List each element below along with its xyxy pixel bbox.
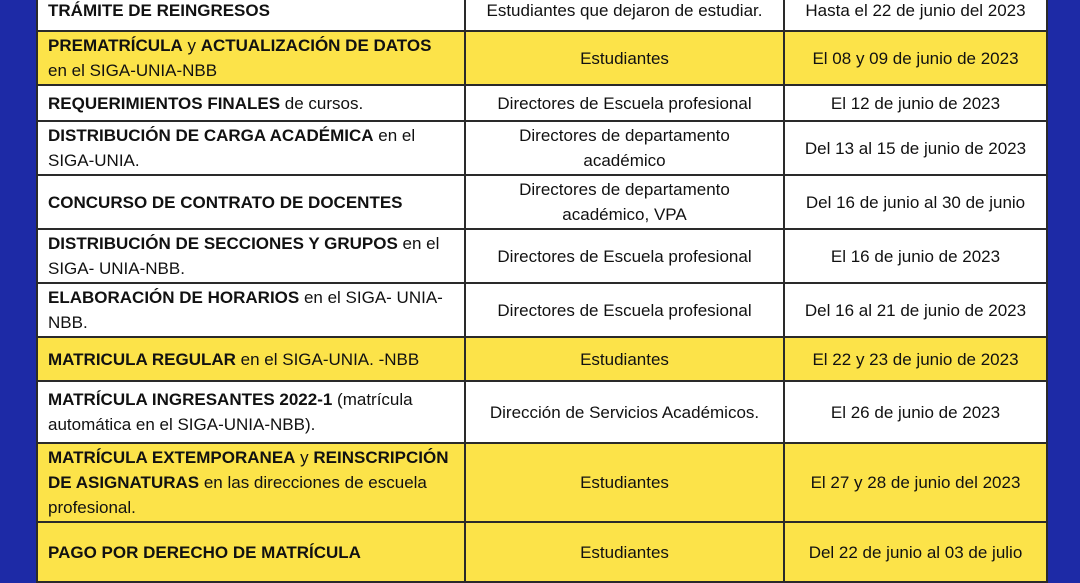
table-row [37,337,1047,381]
schedule-table [36,0,1048,583]
activity-bold-text: REINSCRIPCIÓN DE ASIGNATURAS [48,448,449,492]
activity-text: en el SIGA-UNIA. [48,126,416,170]
responsible-cell: Estudiantes [465,443,784,522]
activity-cell [37,175,465,229]
responsible-cell: Directores de Escuela profesional [465,283,784,337]
activity-bold-text: REQUERIMIENTOS FINALES [48,93,281,113]
table-row [37,31,1047,85]
table-row [37,229,1047,283]
table-row [37,522,1047,582]
activity-bold-text: DISTRIBUCIÓN DE CARGA ACADÉMICA [48,126,374,145]
activity-bold-text: ACTUALIZACIÓN DE DATOS [200,36,432,55]
activity-text: en el SIGA-UNIA. -NBB [235,349,420,369]
activity-text: de cursos. [280,93,364,113]
date-cell: El 26 de junio de 2023 [784,381,1047,443]
responsible-cell: Directores de departamento académico, VPA [465,175,784,229]
activity-bold-text: CONCURSO DE CONTRATO DE DOCENTES [48,192,403,212]
activity-bold-text: MATRÍCULA EXTEMPORANEA [48,448,296,467]
table-row [37,443,1047,522]
table-row [37,121,1047,175]
activity-bold-text: ELABORACIÓN DE HORARIOS [48,288,300,307]
date-cell: Del 16 al 21 de junio de 2023 [784,283,1047,337]
activity-bold-text: MATRÍCULA INGRESANTES 2022-1 [48,390,333,409]
table-row [37,283,1047,337]
date-cell: Del 13 al 15 de junio de 2023 [784,121,1047,175]
activity-cell [37,381,465,443]
table-row [37,0,1047,31]
date-cell: El 16 de junio de 2023 [784,229,1047,283]
activity-cell [37,121,465,175]
activity-cell [37,31,465,85]
activity-cell [37,443,465,522]
date-cell: El 12 de junio de 2023 [784,85,1047,121]
responsible-cell: Estudiantes que dejaron de estudiar. [465,0,784,31]
responsible-cell: Directores de Escuela profesional [465,85,784,121]
activity-cell [37,283,465,337]
activity-cell [37,522,465,582]
table-row [37,381,1047,443]
responsible-cell: Directores de departamento académico [465,121,784,175]
date-cell: Del 22 de junio al 03 de julio [784,522,1047,582]
table-row [37,85,1047,121]
activity-bold-text: MATRICULA REGULAR [48,349,236,369]
activity-cell [37,337,465,381]
responsible-cell: Dirección de Servicios Académicos. [465,381,784,443]
activity-bold-text: DISTRIBUCIÓN DE SECCIONES Y GRUPOS [48,234,398,253]
responsible-cell: Directores de Escuela profesional [465,229,784,283]
activity-bold-text: PAGO POR DERECHO DE MATRÍCULA [48,542,361,562]
activity-text: en el SIGA- UNIA-NBB. [48,234,440,278]
schedule-table-body [37,0,1047,582]
responsible-cell: Estudiantes [465,522,784,582]
activity-text: y [295,448,314,467]
activity-text: en el SIGA- UNIA-NBB. [48,288,443,332]
date-cell: El 08 y 09 de junio de 2023 [784,31,1047,85]
activity-bold-text: TRÁMITE DE REINGRESOS [48,0,270,20]
activity-text: y [182,36,201,55]
activity-bold-text: PREMATRÍCULA [48,36,183,55]
activity-text: en las direcciones de escuela profesional. [48,473,427,517]
date-cell: Hasta el 22 de junio del 2023 [784,0,1047,31]
table-row [37,175,1047,229]
activity-text: en el SIGA-UNIA-NBB [48,61,218,80]
date-cell: El 27 y 28 de junio del 2023 [784,443,1047,522]
date-cell: El 22 y 23 de junio de 2023 [784,337,1047,381]
date-cell: Del 16 de junio al 30 de junio [784,175,1047,229]
activity-cell [37,0,465,31]
responsible-cell: Estudiantes [465,337,784,381]
activity-cell [37,85,465,121]
activity-text: (matrícula automática en el SIGA-UNIA-NBB). [48,390,413,434]
responsible-cell: Estudiantes [465,31,784,85]
activity-cell [37,229,465,283]
